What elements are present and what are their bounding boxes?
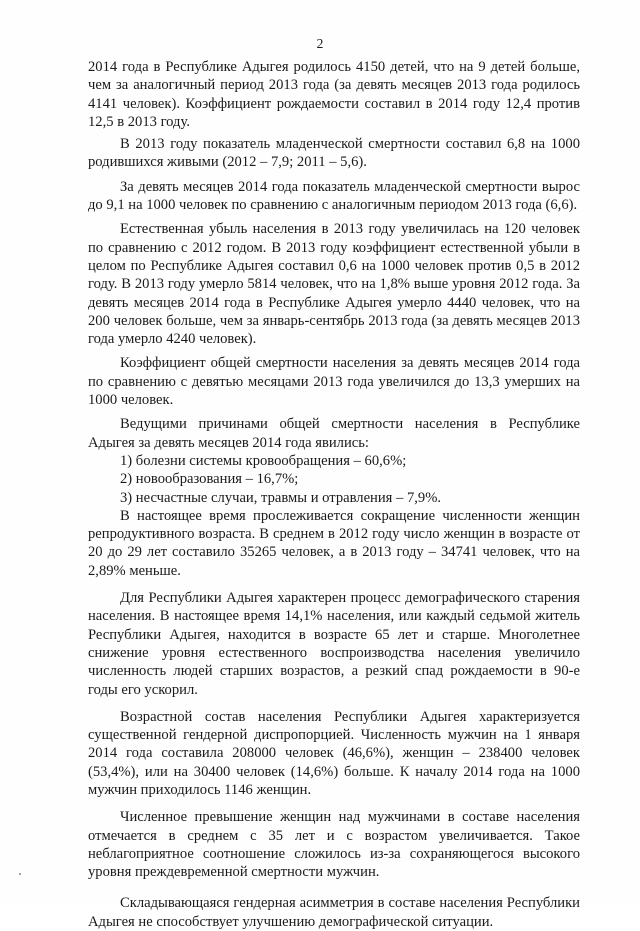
scan-speck xyxy=(19,873,21,875)
page-number: 2 xyxy=(316,36,324,51)
paragraph-population-ageing: Для Республики Адыгея характерен процесс демографического старения населения. В настоящее время 14,1% населения, или каждый седьмой житель Республики Адыгея, находится в возрасте 65 лет и старше. Многолетнее снижение уровня естественного воспроизводства населения увеличило численность людей старших возрастов, а резкий спад рождаемости в 90-е годы его ускорил. xyxy=(88,590,580,698)
paragraph-reproductive-women: В настоящее время прослеживается сокращение численности женщин репродуктивного возраста. В среднем в 2012 году число женщин в возрасте от 20 до 29 лет составило 35265 человек, а в 2013 году – 34741 человек, что на 2,89% меньше. xyxy=(88,507,580,579)
paragraph-births-continued: 2014 года в Республике Адыгея родилось 4150 детей, что на 9 детей больше, чем за аналогичный период 2013 года (за девять месяцев 2013 года родилось 4141 человек). Коэффициент рождаемости составил в 2014 году 12,4 против 12,5 в 2013 году. xyxy=(88,59,580,130)
paragraph-natural-decrease: Естественная убыль населения в 2013 году увеличилась на 120 человек по сравнению с 2012 годом. В 2013 году коэффициент естественной убыли в целом по Республике Адыгея составил 0,6 на 1000 человек против 0,5 в 2012 году. В 2013 году умерло 5814 человек, что на 1,8% выше уровня 2012 года. За девять месяцев 2014 года в Республике Адыгея умерло 4440 человек, что на 200 человек больше, чем за январь-сентябрь 2013 года (за девять месяцев 2013 года умерло 4240 человек). xyxy=(88,221,580,348)
paragraph-infant-mortality-2014: За девять месяцев 2014 года показатель младенческой смертности вырос до 9,1 на 1000 человек по сравнению с аналогичным периодом 2013 года (6,6). xyxy=(88,178,580,214)
paragraph-infant-mortality-2013: В 2013 году показатель младенческой смертности составил 6,8 на 1000 родившихся живыми (2012 – 7,9; 2011 – 5,6). xyxy=(88,136,580,171)
paragraph-mortality-coefficient: Коэффициент общей смертности населения за девять месяцев 2014 года по сравнению с девятью месяцами 2013 года увеличился до 13,3 умерших на 1000 человек. xyxy=(88,355,580,409)
document-body xyxy=(88,58,580,931)
paragraph-causes-of-death: Ведущими причинами общей смертности населения в Республике Адыгея за девять месяцев 2014 года явились: xyxy=(88,416,580,451)
list-item-accidents: 3) несчастные случаи, травмы и отравления – 7,9%. xyxy=(120,489,442,506)
list-item-cardiovascular: 1) болезни системы кровообращения – 60,6%; xyxy=(120,452,407,469)
paragraph-gender-asymmetry: Складывающаяся гендерная асимметрия в составе населения Республики Адыгея не способствует улучшению демографической ситуации. xyxy=(88,895,580,930)
paragraph-female-excess: Численное превышение женщин над мужчинами в составе населения отмечается в среднем с 35 лет и с возрастом увеличивается. Такое неблагоприятное соотношение сложилось из-за сохраняющегося высокого уровня преждевременной смертности мужчин. xyxy=(88,809,580,881)
list-item-neoplasms: 2) новообразования – 16,7%; xyxy=(120,471,299,488)
paragraph-gender-disproportion: Возрастной состав населения Республики Адыгея характеризуется существенной гендерной диспропорцией. Численность мужчин на 1 января 2014 года составила 208000 человек (46,6%), женщин – 238400 человек (53,4%), или на 30400 человек (14,6%) больше. К началу 2014 года на 1000 мужчин приходилось 1146 женщин. xyxy=(88,708,580,798)
